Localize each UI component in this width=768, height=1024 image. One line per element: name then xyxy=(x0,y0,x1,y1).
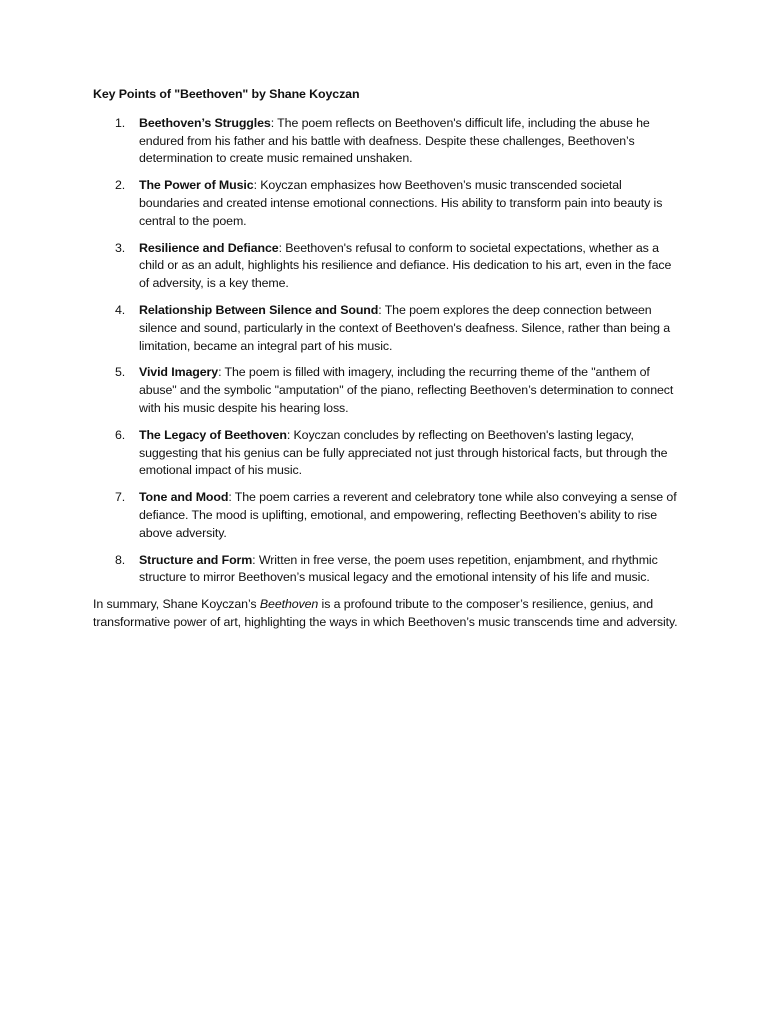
list-item-number: 7. xyxy=(115,490,126,505)
key-points-list xyxy=(93,115,683,587)
summary-paragraph xyxy=(93,596,683,632)
document-page xyxy=(93,86,683,632)
list-item xyxy=(93,115,683,168)
list-item-number: 5. xyxy=(115,365,126,380)
list-item-term: The Legacy of Beethoven xyxy=(139,427,287,442)
list-item-text: : Koyczan concludes by reflecting on Beethoven's lasting legacy, suggesting that his genius can be fully appreciated not just through historical facts, but through the emotional impact of his music. xyxy=(139,427,668,478)
list-item-number: 4. xyxy=(115,302,126,317)
summary-poem-title: Beethoven xyxy=(259,597,319,612)
list-item-text: : The poem carries a reverent and celebratory tone while also conveying a sense of defiance. The mood is uplifting, emotional, and empowering, reflecting Beethoven’s ability to rise above adversity. xyxy=(139,490,677,540)
list-item-text: : The poem reflects on Beethoven's difficult life, including the abuse he endured from his father and his battle with deafness. Despite these challenges, Beethoven’s determination to create music remained unshaken. xyxy=(139,115,650,166)
document-title: Key Points of "Beethoven" by Shane Koyczan xyxy=(93,87,360,101)
list-item-term: Structure and Form xyxy=(139,552,253,567)
list-item xyxy=(93,364,683,417)
list-item-text: : Koyczan emphasizes how Beethoven’s music transcended societal boundaries and created intense emotional connections. His ability to transform pain into beauty is central to the poem. xyxy=(139,178,663,228)
list-item-number: 1. xyxy=(115,115,126,130)
list-item-number: 3. xyxy=(115,240,126,255)
list-item-term: The Power of Music xyxy=(139,178,254,193)
summary-text-start: In summary, Shane Koyczan’s xyxy=(93,597,260,612)
list-item xyxy=(93,427,683,480)
list-item-text: : Beethoven's refusal to conform to societal expectations, whether as a child or as an adult, highlights his resilience and defiance. His dedication to his art, even in the face of adversity, is a key theme. xyxy=(139,240,672,291)
list-item-number: 6. xyxy=(115,427,126,442)
list-item-text: : The poem is filled with imagery, including the recurring theme of the "anthem of abuse" and the symbolic "amputation" of the piano, reflecting Beethoven’s determination to connect with his music despite his hearing loss. xyxy=(139,365,674,415)
list-item xyxy=(93,177,683,230)
list-item xyxy=(93,302,683,355)
list-item-term: Relationship Between Silence and Sound xyxy=(139,302,379,317)
list-item xyxy=(93,552,683,588)
summary-text-end: is a profound tribute to the composer’s resilience, genius, and transformative power of art, highlighting the ways in which Beethoven’s music transcends time and adversity. xyxy=(93,597,678,629)
list-item-term: Resilience and Defiance xyxy=(139,240,279,255)
list-item-term: Tone and Mood xyxy=(139,490,229,505)
list-item xyxy=(93,240,683,293)
list-item-term: Vivid Imagery xyxy=(139,365,219,380)
list-item-term: Beethoven’s Struggles xyxy=(139,115,271,130)
list-item-text: : The poem explores the deep connection between silence and sound, particularly in the context of Beethoven's deafness. Silence, rather than being a limitation, became an integral part of his music. xyxy=(139,302,671,353)
list-item xyxy=(93,489,683,542)
list-item-number: 2. xyxy=(115,178,126,193)
list-item-number: 8. xyxy=(115,552,126,567)
list-item-text: : Written in free verse, the poem uses repetition, enjambment, and rhythmic structure to mirror Beethoven’s musical legacy and the emotional intensity of his life and music. xyxy=(139,552,658,585)
